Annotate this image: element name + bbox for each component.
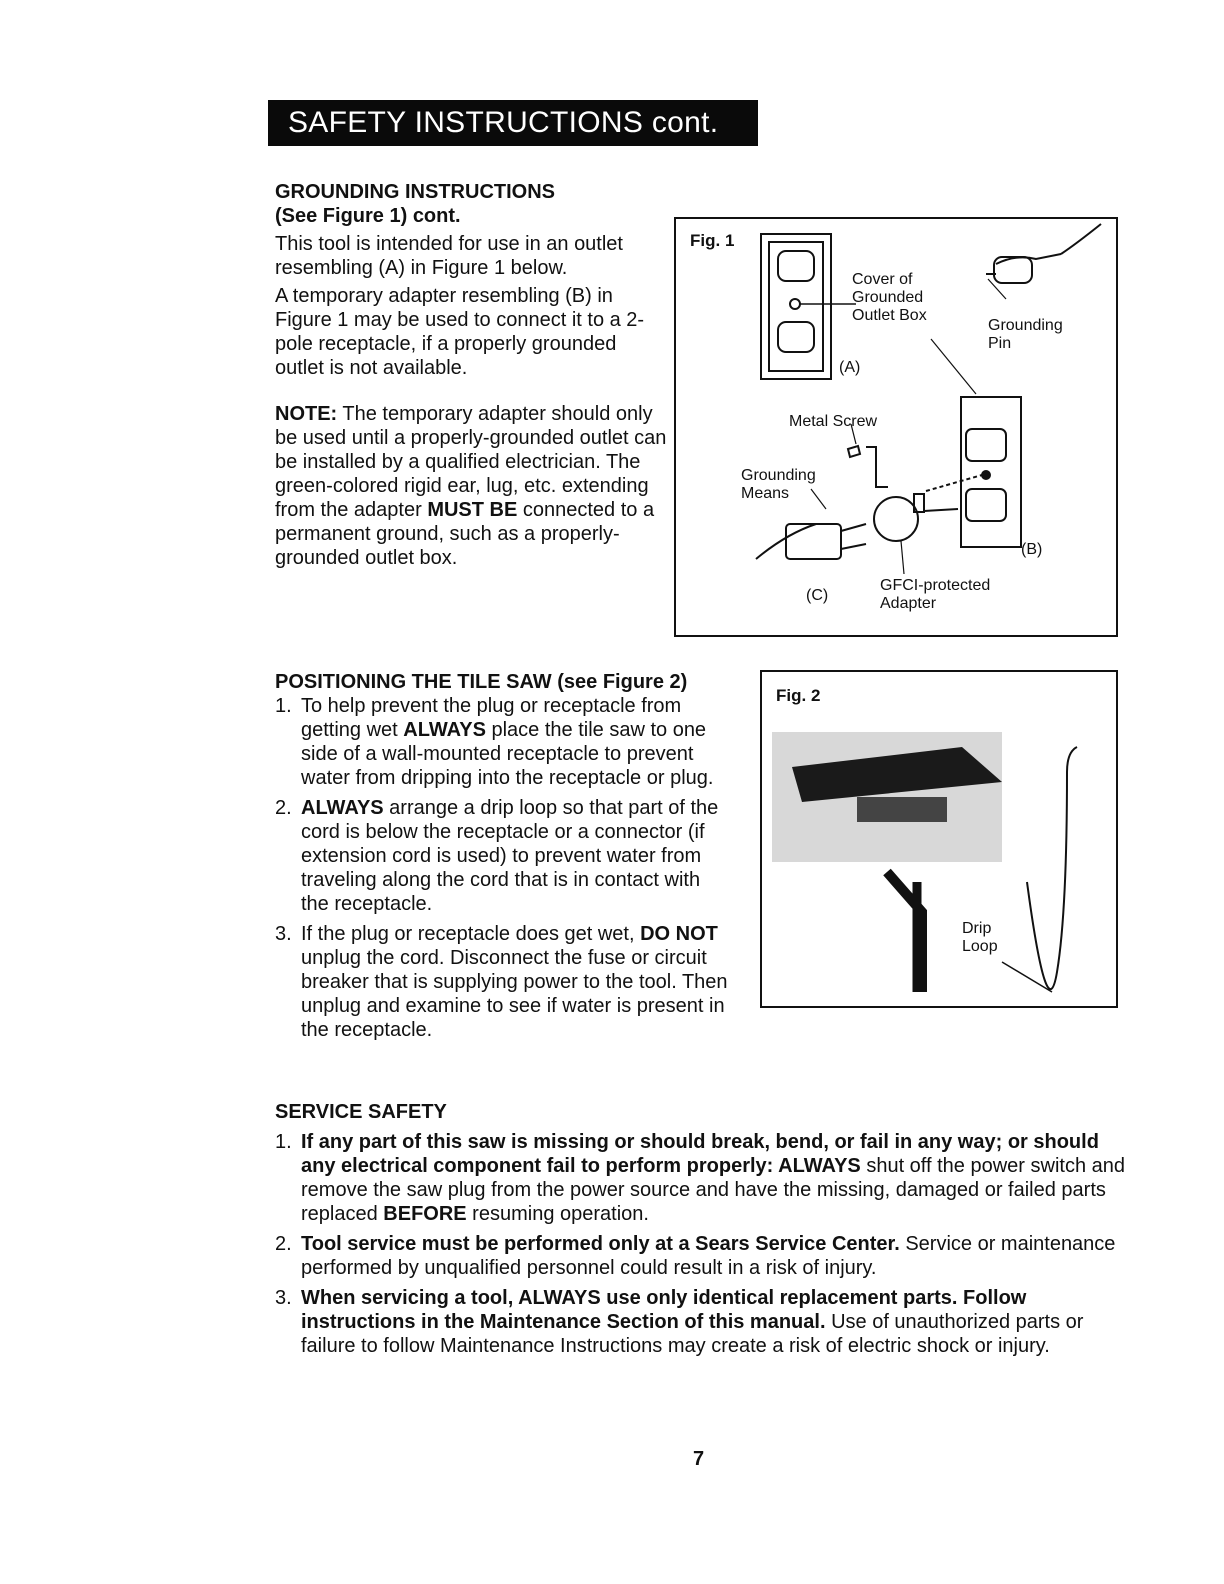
item-number: 3.: [275, 923, 292, 945]
item-number: 1.: [275, 695, 292, 717]
item-text: place the tile saw to one side of a wall-mounted receptacle to prevent water from dripping into the receptacle or plug.: [301, 719, 714, 789]
service-title: SERVICE SAFETY: [275, 1101, 447, 1123]
callout-b: (B): [1021, 541, 1043, 558]
positioning-item: [275, 694, 731, 790]
item-text: shut off the power switch and remove the saw plug from the power source and have the missing, damaged or failed parts replaced: [301, 1155, 1125, 1225]
item-text: unplug the cord. Disconnect the fuse or circuit breaker that is supplying power to the tool. Then unplug and examine to see if water is present in the receptacle.: [301, 947, 728, 1041]
note-text: The temporary adapter should only be used until a properly-grounded outlet can be installed by a qualified electrician. The green-colored rigid ear, lug, etc. extending from the adapter: [275, 403, 667, 521]
item-number: 2.: [275, 797, 292, 819]
note-text-end: connected to a permanent ground, such as a properly-grounded outlet box.: [275, 499, 655, 569]
callout-a: (A): [839, 359, 861, 376]
service-item: [275, 1286, 1135, 1358]
callout-grounding-means: Grounding Means: [741, 467, 816, 502]
figure-1: [674, 217, 1118, 637]
tile-saw-photo-icon: [762, 672, 1116, 1006]
figure-2: [760, 670, 1118, 1008]
item-text: If the plug or receptacle does get wet,: [301, 923, 641, 945]
service-item: [275, 1232, 1135, 1280]
grounding-subtitle: (See Figure 1) cont.: [275, 205, 461, 227]
item-number: 2.: [275, 1233, 292, 1255]
item-emphasis: ALWAYS: [301, 797, 384, 819]
item-emphasis: If any part of this saw is missing or should break, bend, or fail in any way; or should any electrical component fail to perform properly: ALWAYS: [301, 1131, 1099, 1177]
positioning-title: POSITIONING THE TILE SAW (see Figure 2): [275, 671, 688, 693]
grounding-title: GROUNDING INSTRUCTIONS: [275, 181, 555, 203]
item-emphasis: ALWAYS: [403, 719, 486, 741]
grounding-section: [275, 180, 670, 570]
grounding-note: [275, 402, 670, 570]
callout-cover: Cover of Grounded Outlet Box: [852, 271, 927, 324]
item-emphasis: BEFORE: [383, 1203, 467, 1225]
figure-1-label: Fig. 1: [690, 231, 735, 250]
grounding-para-2: A temporary adapter resembling (B) in Figure 1 may be used to connect it to a 2-pole receptacle, if a properly grounded outlet is not available.: [275, 285, 645, 379]
section-banner: SAFETY INSTRUCTIONS cont.: [268, 100, 758, 146]
grounding-para-1: This tool is intended for use in an outlet resembling (A) in Figure 1 below.: [275, 233, 623, 279]
positioning-section: [275, 670, 745, 1042]
item-text: Use of unauthorized parts or failure to follow Maintenance Instructions may create a risk of electric shock or injury.: [301, 1311, 1084, 1357]
item-text: Service or maintenance performed by unqualified personnel could result in a risk of injury.: [301, 1233, 1116, 1279]
item-text: arrange a drip loop so that part of the cord is below the receptacle or a connector (if extension cord is used) to prevent water from traveling along the cord that is in contact with the receptacle.: [301, 797, 719, 915]
item-emphasis: Tool service must be performed only at a Sears Service Center.: [301, 1233, 900, 1255]
positioning-list: [275, 694, 745, 1042]
callout-adapter: GFCI-protected Adapter: [880, 577, 991, 612]
item-emphasis: When servicing a tool, ALWAYS use only identical replacement parts. Follow instructions in the Maintenance Section of this manual.: [301, 1287, 1027, 1333]
callout-metal-screw: Metal Screw: [789, 413, 878, 430]
item-text: To help prevent the plug or receptacle from getting wet: [301, 695, 682, 741]
item-number: 3.: [275, 1287, 292, 1309]
note-emphasis: MUST BE: [427, 499, 518, 521]
positioning-item: [275, 796, 731, 916]
item-number: 1.: [275, 1131, 292, 1153]
callout-drip-loop: Drip Loop: [962, 920, 998, 955]
service-list: [275, 1130, 1135, 1358]
page-number: 7: [693, 1448, 705, 1470]
service-item: [275, 1130, 1135, 1226]
callout-c: (C): [806, 587, 829, 604]
figure-2-label: Fig. 2: [776, 686, 821, 705]
positioning-item: [275, 922, 741, 1042]
service-section: [275, 1100, 1135, 1358]
callout-grounding-pin: Grounding Pin: [988, 317, 1063, 352]
item-emphasis: DO NOT: [640, 923, 718, 945]
note-label: NOTE:: [275, 403, 338, 425]
item-text: resuming operation.: [466, 1203, 649, 1225]
